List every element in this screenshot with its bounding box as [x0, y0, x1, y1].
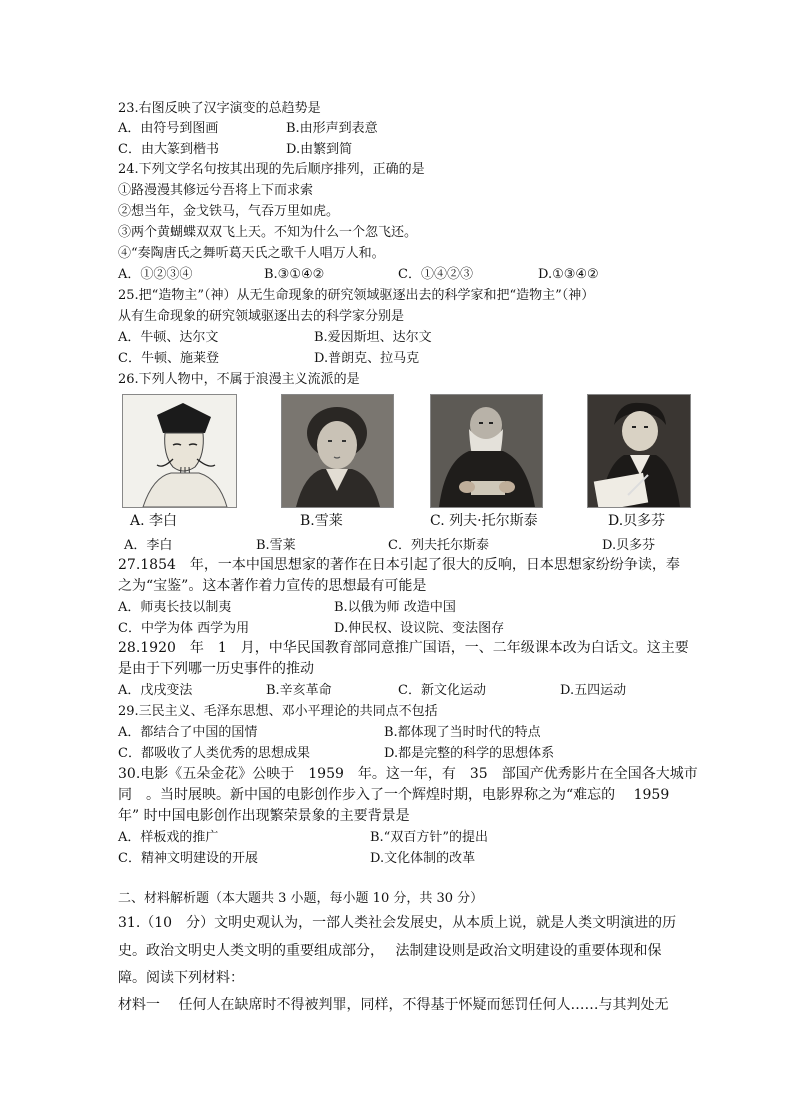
- portrait-beethoven: [587, 394, 691, 508]
- q30-option-b: B.“双百方针”的提出: [370, 830, 488, 845]
- q25-option-b: B.爱因斯坦、达尔文: [314, 330, 432, 345]
- q26-option-d: D.贝多芬: [602, 538, 656, 553]
- q24-sentence-2: ②想当年，金戈铁马，气吞万里如虎。: [118, 204, 340, 219]
- q27-stem-line-1: 27.1854 年，一本中国思想家的著作在日本引起了很大的反响，日本思想家纷纷争读，奉: [118, 557, 680, 573]
- portrait-caption-b: B.雪莱: [300, 513, 343, 529]
- portrait-caption-a: A. 李白: [130, 513, 178, 529]
- q30-option-d: D.文化体制的改革: [370, 851, 476, 866]
- q23-option-d: D.由繁到简: [286, 142, 353, 157]
- q30-option-c: C．精神文明建设的开展: [118, 851, 258, 866]
- q28-option-d: D.五四运动: [560, 683, 627, 698]
- q27-option-a: A．师夷长技以制夷: [118, 600, 232, 615]
- q23-option-a: A．由符号到图画: [118, 121, 219, 136]
- q30-stem-line-1: 30.电影《五朵金花》公映于 1959 年。这一年，有 35 部国产优秀影片在全国各大城市: [118, 766, 698, 782]
- q31-line-2: 史。政治文明史人类文明的重要组成部分， 法制建设则是政治文明建设的重要体现和保: [118, 943, 662, 959]
- q29-option-b: B.都体现了当时时代的特点: [384, 725, 541, 740]
- section-2-heading: 二、材料解析题（本大题共 3 小题，每小题 10 分，共 30 分）: [118, 891, 484, 906]
- q24-stem: 24.下列文学名句按其出现的先后顺序排列，正确的是: [118, 162, 425, 177]
- q27-option-c: C．中学为体 西学为用: [118, 621, 250, 636]
- portrait-caption-c: C. 列夫·托尔斯泰: [430, 513, 538, 529]
- q26-option-a: A．李白: [124, 538, 173, 553]
- q26-stem: 26.下列人物中，不属于浪漫主义流派的是: [118, 372, 360, 387]
- q25-stem-line-2: 从有生命现象的研究领域驱逐出去的科学家分别是: [118, 309, 405, 324]
- q24-sentence-3: ③两个黄蝴蝶双双飞上天。不知为什么一个忽飞还。: [118, 225, 418, 240]
- q27-stem-line-2: 之为“宝鉴”。这本著作着力宣传的思想最有可能是: [118, 578, 427, 594]
- q28-option-a: A．戊戌变法: [118, 683, 193, 698]
- q25-option-d: D.普朗克、拉马克: [314, 351, 420, 366]
- q29-option-d: D.都是完整的科学的思想体系: [384, 746, 555, 761]
- q26-option-c: C．列夫托尔斯泰: [388, 538, 489, 553]
- q28-option-b: B.辛亥革命: [266, 683, 332, 698]
- q25-option-a: A．牛顿、达尔文: [118, 330, 219, 345]
- portrait-tolstoy: [430, 394, 543, 508]
- material-one: 材料一 任何人在缺席时不得被判罪，同样，不得基于怀疑而惩罚任何人……与其判处无: [118, 997, 669, 1013]
- q29-option-c: C．都吸收了人类优秀的思想成果: [118, 746, 310, 761]
- q28-stem-line-2: 是由于下列哪一历史事件的推动: [118, 661, 314, 677]
- q24-option-d: D.①③④②: [538, 267, 599, 282]
- q25-stem-line-1: 25.把“造物主”（神）从无生命现象的研究领域驱逐出去的科学家和把“造物主”（神）: [118, 288, 595, 303]
- q31-line-3: 障。阅读下列材料：: [118, 970, 244, 986]
- portrait-shelley: [281, 394, 394, 508]
- q30-stem-line-2: 同 。当时展映。新中国的电影创作步入了一个辉煌时期，电影界称之为“难忘的 1959: [118, 787, 670, 803]
- q24-sentence-1: ①路漫漫其修远兮吾将上下而求索: [118, 183, 314, 198]
- q29-stem: 29.三民主义、毛泽东思想、邓小平理论的共同点不包括: [118, 704, 438, 719]
- q28-stem-line-1: 28.1920 年 1 月，中华民国教育部同意推广国语，一、二年级课本改为白话文。这主要: [118, 640, 689, 656]
- q24-option-a: A．①②③④: [118, 267, 193, 282]
- q28-option-c: C．新文化运动: [398, 683, 486, 698]
- q23-option-b: B.由形声到表意: [286, 121, 378, 136]
- q23-stem: 23.右图反映了汉字演变的总趋势是: [118, 101, 321, 116]
- q27-option-b: B.以俄为师 改造中国: [334, 600, 456, 615]
- q31-line-1: 31.（10 分）文明史观认为，一部人类社会发展史，从本质上说，就是人类文明演进的历: [118, 915, 677, 931]
- q23-option-c: C．由大篆到楷书: [118, 142, 219, 157]
- q25-option-c: C．牛顿、施莱登: [118, 351, 219, 366]
- q24-option-b: B.③①④②: [264, 267, 325, 282]
- q24-option-c: C．①④②③: [398, 267, 473, 282]
- portrait-caption-d: D.贝多芬: [608, 513, 666, 529]
- q29-option-a: A．都结合了中国的国情: [118, 725, 258, 740]
- q24-sentence-4: ④“奏陶唐氏之舞听葛天氏之歌千人唱万人和。: [118, 246, 385, 261]
- portrait-li-bai: [122, 394, 237, 508]
- q26-option-b: B.雪莱: [256, 538, 296, 553]
- q30-stem-line-3: 年” 时中国电影创作出现繁荣景象的主要背景是: [118, 808, 410, 824]
- q27-option-d: D.伸民权、设议院、变法图存: [334, 621, 505, 636]
- q30-option-a: A．样板戏的推广: [118, 830, 219, 845]
